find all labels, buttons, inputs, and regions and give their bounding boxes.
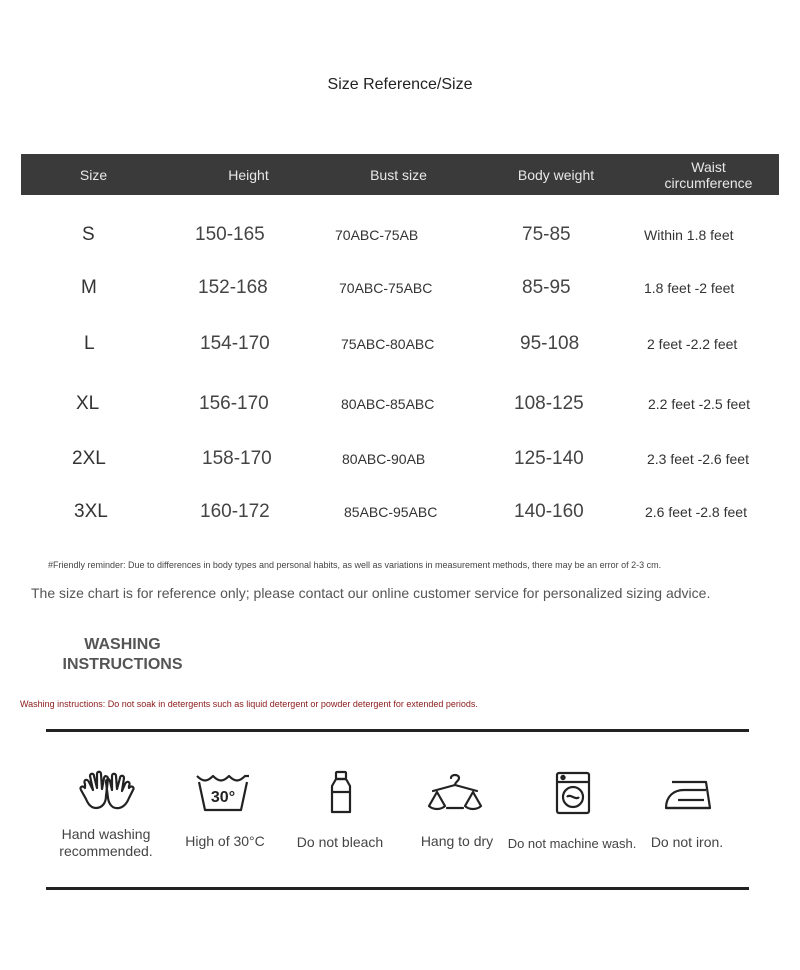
header-bust: Bust size — [370, 166, 427, 183]
cell-height: 154-170 — [200, 333, 270, 354]
cell-waist: 2.3 feet -2.6 feet — [647, 451, 749, 467]
cell-height: 152-168 — [198, 277, 268, 298]
table-row — [0, 492, 800, 532]
cell-waist: 2.2 feet -2.5 feet — [648, 396, 750, 412]
cell-weight: 85-95 — [522, 277, 571, 298]
cell-weight: 95-108 — [520, 333, 580, 354]
cell-weight: 108-125 — [514, 393, 584, 414]
cell-bust: 75ABC-80ABC — [341, 336, 435, 352]
cell-height: 156-170 — [199, 393, 269, 414]
hang-dry-icon — [425, 770, 485, 818]
cell-height: 160-172 — [200, 501, 270, 522]
wash-temperature-text: 30° — [210, 789, 236, 806]
cell-waist: 2 feet -2.2 feet — [647, 336, 738, 352]
cell-bust: 70ABC-75ABC — [339, 280, 433, 296]
no-machine-wash-label: Do not machine wash. — [507, 836, 637, 851]
cell-waist: Within 1.8 feet — [644, 227, 734, 243]
table-row — [0, 268, 800, 308]
friendly-reminder: #Friendly reminder: Due to differences in body types and personal habits, as well as variations in measurement methods, there may be an error of 2-3 cm. — [48, 560, 662, 570]
cell-bust: 80ABC-90AB — [342, 451, 426, 467]
wash-30-label: High of 30°C — [185, 833, 265, 849]
table-row — [0, 384, 800, 424]
cell-bust: 80ABC-85ABC — [341, 396, 435, 412]
table-row — [0, 215, 800, 255]
cell-size: L — [84, 333, 95, 354]
cell-weight: 140-160 — [514, 501, 584, 522]
divider-top — [46, 729, 749, 732]
cell-weight: 125-140 — [514, 448, 584, 469]
cell-size: 3XL — [74, 501, 108, 522]
bleach-bottle-icon — [311, 770, 371, 818]
no-iron-label: Do not iron. — [650, 834, 724, 850]
cell-waist: 1.8 feet -2 feet — [644, 280, 735, 296]
header-height: Height — [228, 166, 269, 183]
divider-bottom — [46, 887, 749, 890]
washing-title: WASHING INSTRUCTIONS — [62, 636, 183, 673]
cell-height: 150-165 — [195, 224, 265, 245]
wash-30-icon — [193, 770, 253, 818]
table-row — [0, 439, 800, 479]
reference-note: The size chart is for reference only; please contact our online customer service for personalized sizing advice. — [31, 585, 711, 601]
hand-wash-label: Hand washing recommended. — [59, 826, 153, 859]
size-table-header — [21, 154, 779, 195]
cell-waist: 2.6 feet -2.8 feet — [645, 504, 747, 520]
iron-icon — [658, 770, 718, 818]
page-title: Size Reference/Size — [327, 76, 473, 93]
cell-size: XL — [76, 393, 100, 414]
cell-height: 158-170 — [202, 448, 272, 469]
cell-size: 2XL — [72, 448, 106, 469]
hand-wash-icon — [77, 770, 137, 818]
cell-bust: 85ABC-95ABC — [344, 504, 438, 520]
no-bleach-label: Do not bleach — [296, 834, 384, 850]
header-size: Size — [79, 166, 108, 183]
cell-bust: 70ABC-75AB — [335, 227, 419, 243]
washing-machine-icon — [543, 770, 603, 818]
header-waist: Waist circumference — [664, 158, 753, 191]
header-weight: Body weight — [517, 166, 595, 183]
cell-weight: 75-85 — [522, 224, 571, 245]
cell-size: S — [82, 224, 95, 245]
cell-size: M — [81, 277, 97, 298]
washing-note: Washing instructions: Do not soak in detergents such as liquid detergent or powder detergent for extended periods. — [20, 699, 478, 709]
table-row — [0, 324, 800, 364]
hang-dry-label: Hang to dry — [420, 833, 494, 849]
